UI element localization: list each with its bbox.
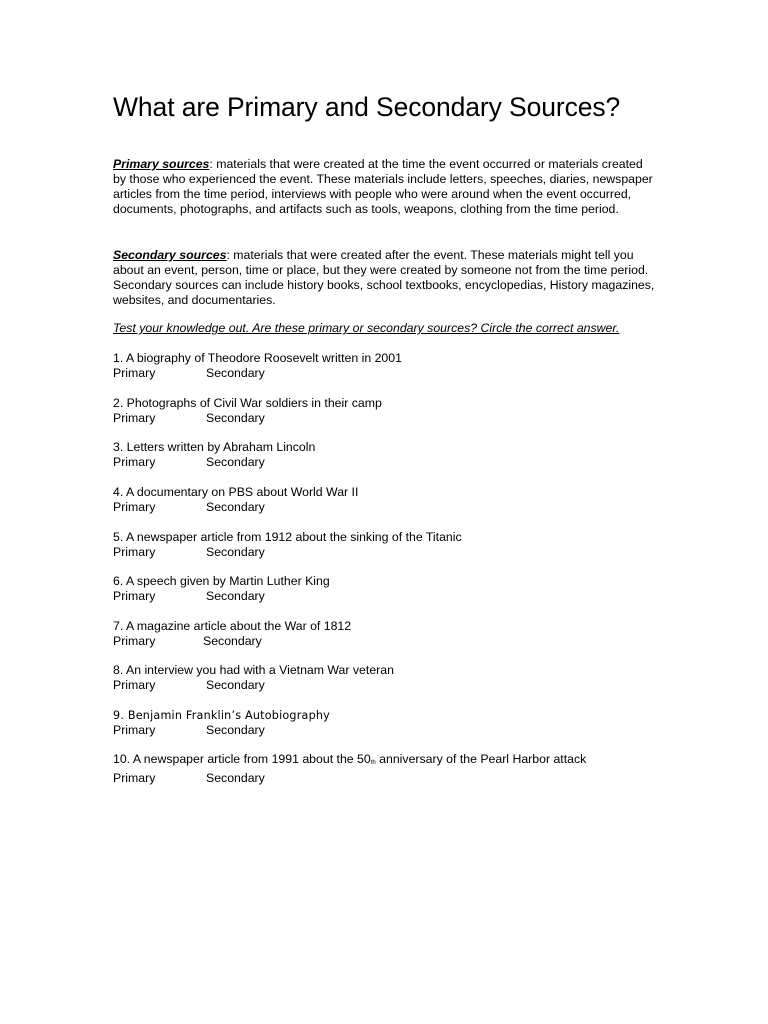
choice-primary[interactable]: Primary — [113, 411, 156, 425]
page-title: What are Primary and Secondary Sources? — [113, 92, 621, 122]
choice-primary[interactable]: Primary — [113, 678, 156, 692]
choice-secondary[interactable]: Secondary — [206, 723, 265, 737]
question-text: 6. A speech given by Martin Luther King — [113, 574, 330, 588]
question-text: 8. An interview you had with a Vietnam War veteran — [113, 663, 394, 677]
choice-primary[interactable]: Primary — [113, 634, 156, 648]
question-1 — [113, 351, 658, 381]
choice-primary[interactable]: Primary — [113, 545, 156, 559]
secondary-sources-text: : materials that were created after the event. These materials might tell you about an event, person, time or place, but they were created by someone not from the time period. Secondary sources can include history books, school textbooks, encyclopedias, History magazines, websites, and documentaries. — [113, 248, 655, 307]
secondary-sources-definition — [113, 248, 658, 308]
question-2 — [113, 396, 658, 426]
answer-choices — [113, 678, 658, 693]
question-text: 3. Letters written by Abraham Lincoln — [113, 440, 316, 454]
choice-secondary[interactable]: Secondary — [206, 771, 265, 785]
answer-choices — [113, 634, 658, 649]
answer-choices — [113, 723, 658, 738]
choice-secondary[interactable]: Secondary — [206, 500, 265, 514]
choice-secondary[interactable]: Secondary — [206, 545, 265, 559]
choice-secondary[interactable]: Secondary — [206, 678, 265, 692]
question-text: 9. Benjamin Franklin’s Autobiography — [113, 709, 330, 722]
choice-primary[interactable]: Primary — [113, 455, 156, 469]
choice-primary[interactable]: Primary — [113, 500, 156, 514]
question-text: 4. A documentary on PBS about World War II — [113, 485, 359, 499]
question-9 — [113, 708, 658, 738]
question-text: 5. A newspaper article from 1912 about the sinking of the Titanic — [113, 530, 462, 544]
choice-primary[interactable]: Primary — [113, 723, 156, 737]
quiz-instruction: Test your knowledge out. Are these primary or secondary sources? Circle the correct answer. — [113, 321, 620, 335]
question-4 — [113, 485, 658, 515]
question-text: 2. Photographs of Civil War soldiers in their camp — [113, 396, 382, 410]
question-8 — [113, 663, 658, 693]
answer-choices — [113, 455, 658, 470]
primary-sources-definition — [113, 157, 658, 217]
question-7 — [113, 619, 658, 649]
choice-secondary[interactable]: Secondary — [206, 366, 265, 380]
question-6 — [113, 574, 658, 604]
secondary-sources-term: Secondary sources — [113, 248, 227, 262]
choice-secondary[interactable]: Secondary — [206, 411, 265, 425]
ordinal-suffix: th — [370, 760, 376, 766]
answer-choices — [113, 545, 658, 560]
choice-primary[interactable]: Primary — [113, 771, 156, 785]
choice-secondary[interactable]: Secondary — [206, 455, 265, 469]
question-text: 1. A biography of Theodore Roosevelt written in 2001 — [113, 351, 402, 365]
question-text — [113, 752, 658, 771]
question-text-end: anniversary of the Pearl Harbor attack — [375, 752, 587, 766]
question-3 — [113, 440, 658, 470]
question-text: 7. A magazine article about the War of 1812 — [113, 619, 352, 633]
question-10 — [113, 752, 658, 786]
primary-sources-term: Primary sources — [113, 157, 210, 171]
choice-primary[interactable]: Primary — [113, 589, 156, 603]
answer-choices — [113, 589, 658, 604]
choice-secondary[interactable]: Secondary — [206, 589, 265, 603]
answer-choices — [113, 366, 658, 381]
question-5 — [113, 530, 658, 560]
choice-secondary[interactable]: Secondary — [203, 634, 262, 648]
answer-choices — [113, 411, 658, 426]
answer-choices — [113, 771, 658, 786]
answer-choices — [113, 500, 658, 515]
question-text-start: 10. A newspaper article from 1991 about the 50 — [113, 752, 371, 766]
primary-sources-text: : materials that were created at the time the event occurred or materials created by those who experienced the event. These materials include letters, speeches, diaries, newspaper articles from the time period, interviews with people who were around when the event occurred, documents, photographs, and artifacts such as tools, weapons, clothing from the time period. — [113, 157, 653, 216]
choice-primary[interactable]: Primary — [113, 366, 156, 380]
